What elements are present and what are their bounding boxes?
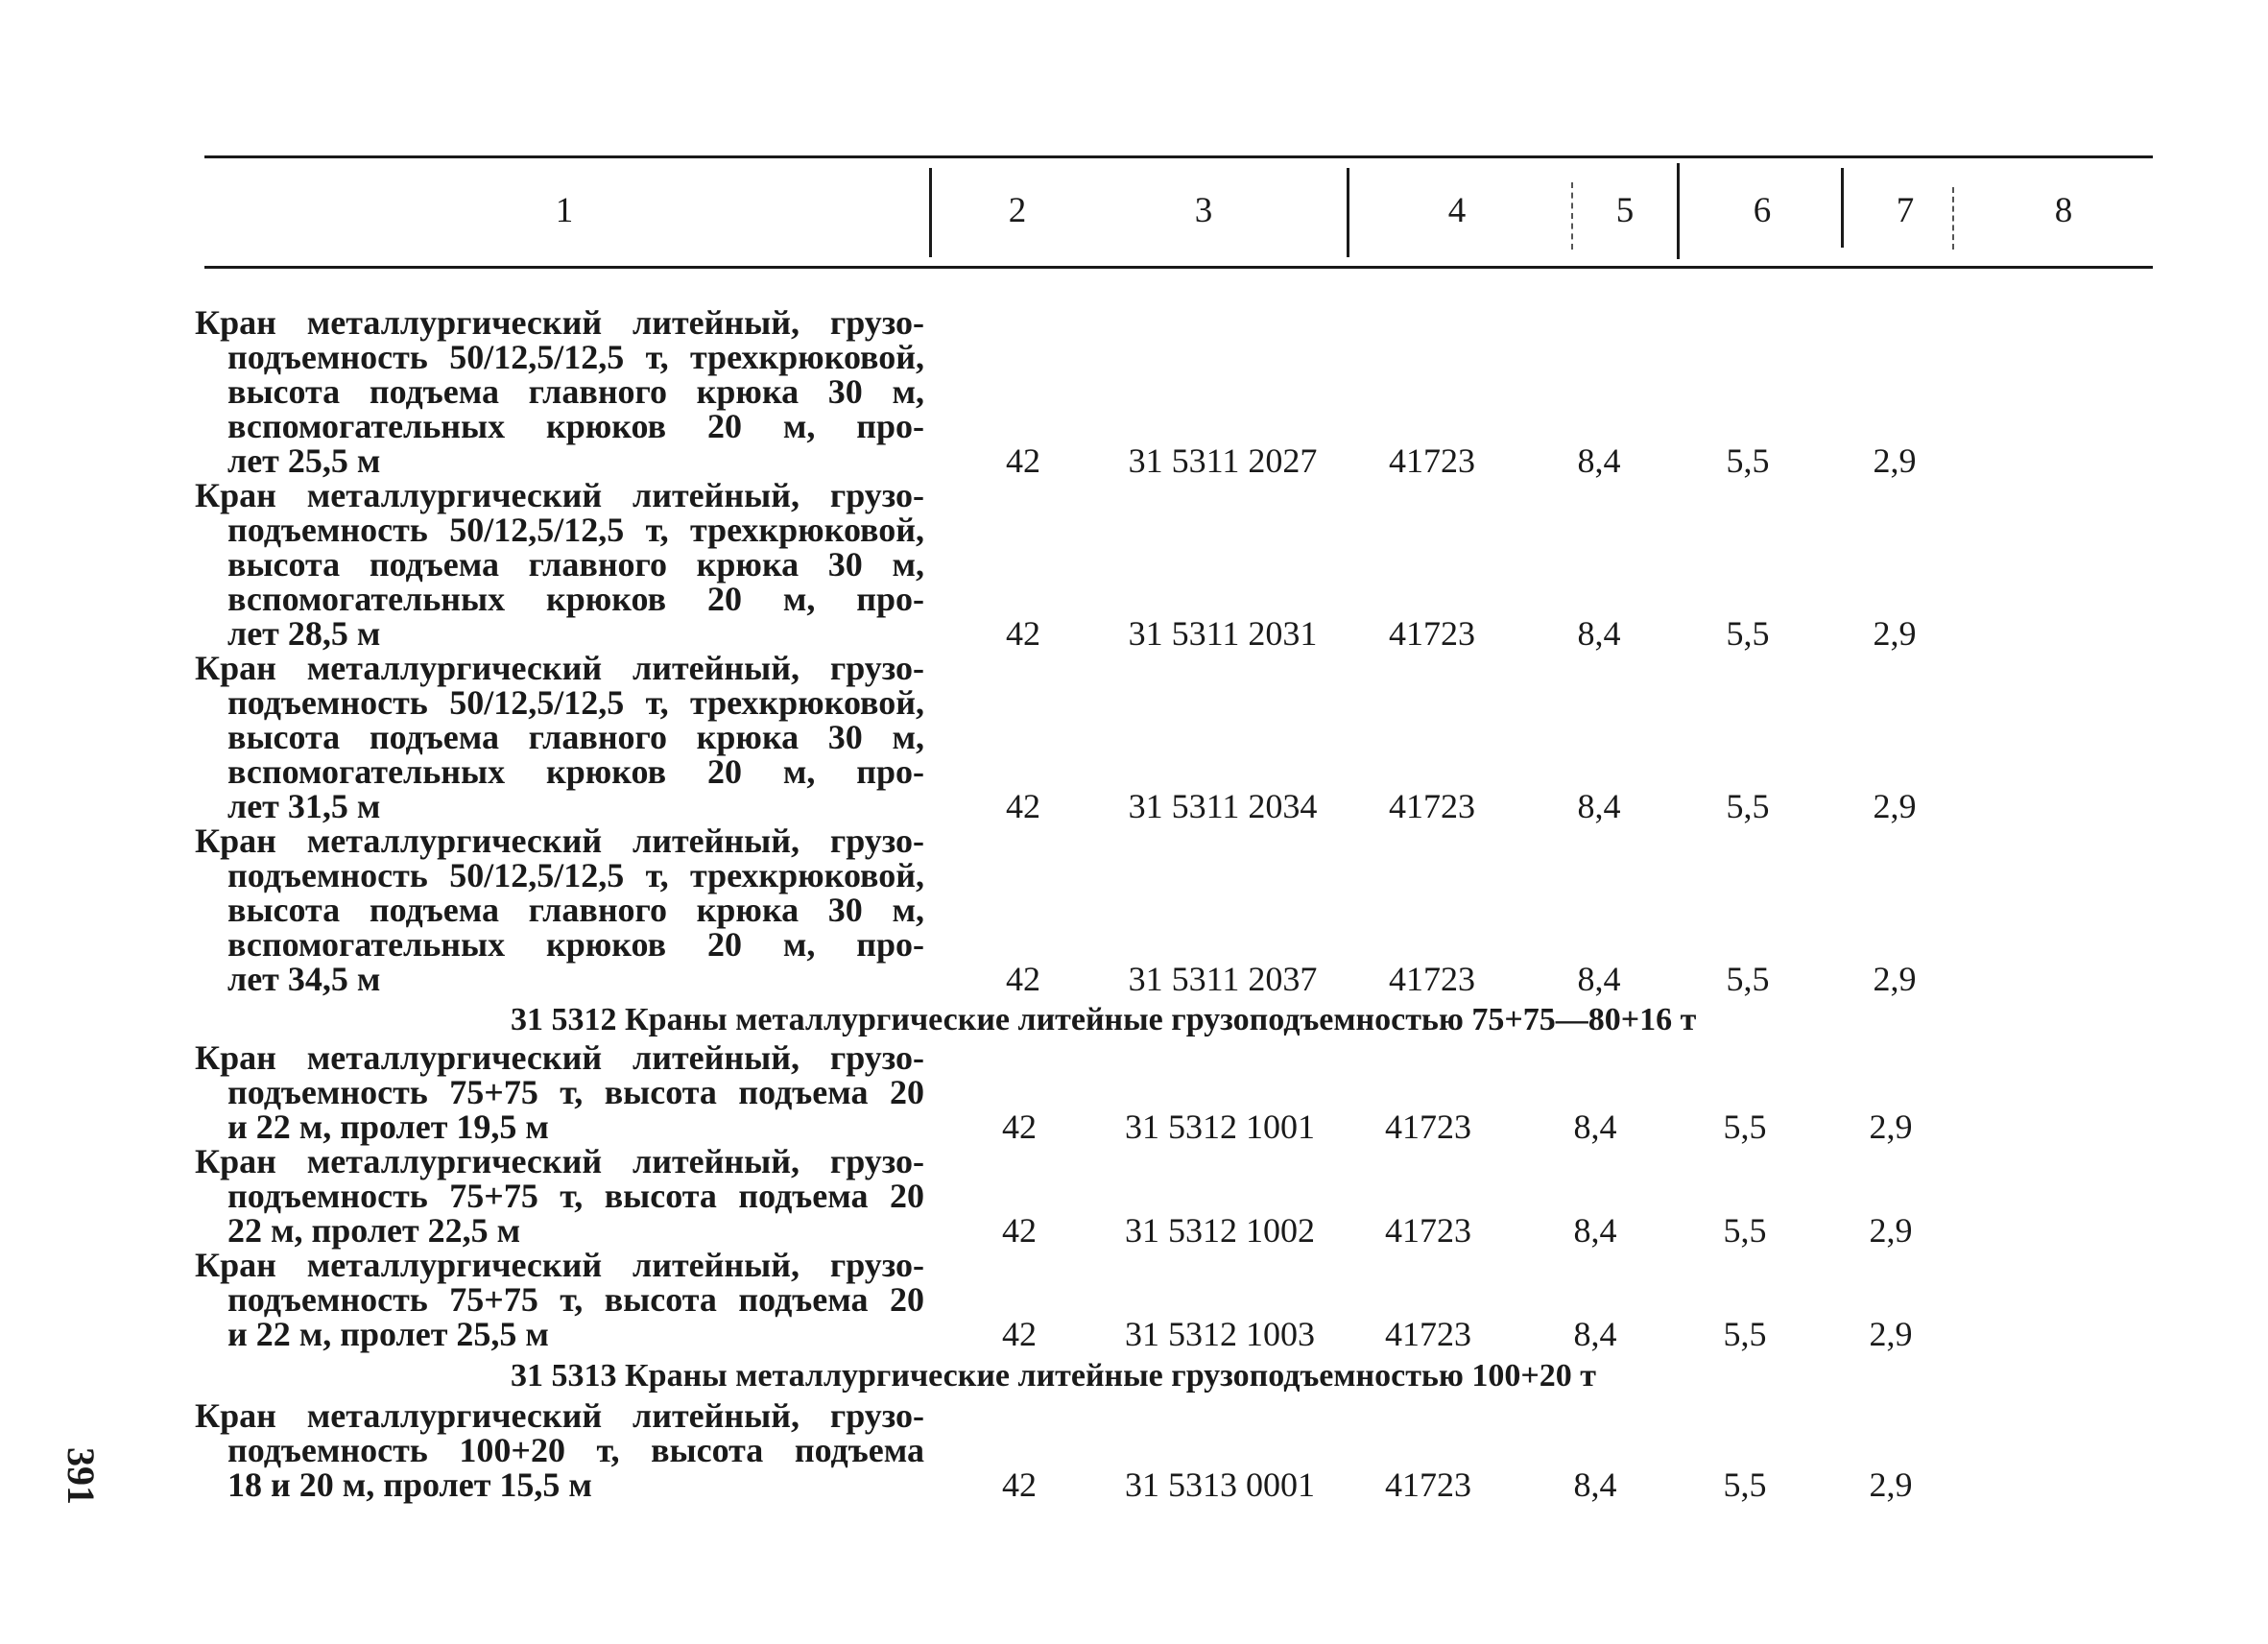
header-separator-4-5 [1571,182,1573,250]
cell-col6: 5,5 [1726,787,1770,825]
cell-col3: 31 5311 2034 [1128,787,1318,825]
cell-col7: 2,9 [1873,787,1917,825]
cell-col3: 31 5312 1002 [1125,1211,1315,1250]
cell-col2: 42 [1002,1211,1037,1250]
cell-col7: 2,9 [1869,1315,1913,1353]
cell-col6: 5,5 [1723,1315,1767,1353]
header-top-rule [204,155,2153,158]
row-description: Кран металлургический литейный, грузо- подъемность 50/12,5/12,5 т, трехкрюковой, высота подъема главного крюка 30 м, вспомогательных крюков 20 м, про- лет 25,5 м [195,303,924,480]
cell-col5: 8,4 [1577,960,1621,998]
column-header-5: 5 [1615,191,1635,230]
column-header-3: 3 [1194,191,1213,230]
cell-col5: 8,4 [1573,1108,1617,1146]
cell-col4: 41723 [1389,614,1475,653]
cell-col3: 31 5312 1003 [1125,1315,1315,1353]
cell-col7: 2,9 [1873,614,1917,653]
header-separator-1-2 [929,168,932,257]
cell-col4: 41723 [1389,441,1475,480]
cell-col7: 2,9 [1873,441,1917,480]
cell-col3: 31 5312 1001 [1125,1108,1315,1146]
cell-col3: 31 5311 2027 [1128,441,1318,480]
row-description: Кран металлургический литейный, грузо- подъемность 50/12,5/12,5 т, трехкрюковой, высота подъема главного крюка 30 м, вспомогательных крюков 20 м, про- лет 31,5 м [195,649,924,825]
cell-col3: 31 5311 2031 [1128,614,1318,653]
column-header-6: 6 [1753,191,1772,230]
header-separator-6-7 [1841,168,1844,248]
cell-col5: 8,4 [1577,614,1621,653]
page-number: 391 [60,1447,103,1505]
cell-col7: 2,9 [1869,1211,1913,1250]
row-description: Кран металлургический литейный, грузо- подъемность 75+75 т, высота подъема 20 и 22 м, пролет 25,5 м [195,1246,924,1353]
cell-col2: 42 [1006,441,1040,480]
cell-col4: 41723 [1385,1465,1471,1504]
header-bottom-rule [204,266,2153,269]
column-header-2: 2 [1008,191,1027,230]
row-description: Кран металлургический литейный, грузо- подъемность 75+75 т, высота подъема 20 и 22 м, пролет 19,5 м [195,1038,924,1146]
row-description: Кран металлургический литейный, грузо- подъемность 50/12,5/12,5 т, трехкрюковой, высота подъема главного крюка 30 м, вспомогательных крюков 20 м, про- лет 28,5 м [195,476,924,653]
cell-col2: 42 [1002,1108,1037,1146]
section-heading: 31 5313 Краны металлургические литейные грузоподъемностью 100+20 т [511,1358,1596,1394]
cell-col3: 31 5311 2037 [1128,960,1318,998]
column-header-4: 4 [1447,191,1467,230]
column-header-7: 7 [1896,191,1915,230]
header-separator-7-8 [1952,187,1954,250]
cell-col2: 42 [1006,960,1040,998]
row-description: Кран металлургический литейный, грузо- подъемность 100+20 т, высота подъема 18 и 20 м, пролет 15,5 м [195,1396,924,1504]
cell-col2: 42 [1006,787,1040,825]
cell-col2: 42 [1002,1465,1037,1504]
cell-col6: 5,5 [1723,1211,1767,1250]
cell-col7: 2,9 [1873,960,1917,998]
cell-col5: 8,4 [1573,1315,1617,1353]
cell-col6: 5,5 [1723,1108,1767,1146]
cell-col4: 41723 [1385,1211,1471,1250]
row-description: Кран металлургический литейный, грузо- подъемность 50/12,5/12,5 т, трехкрюковой, высота подъема главного крюка 30 м, вспомогательных крюков 20 м, про- лет 34,5 м [195,822,924,998]
cell-col6: 5,5 [1726,441,1770,480]
cell-col7: 2,9 [1869,1465,1913,1504]
column-header-1: 1 [555,191,574,230]
cell-col6: 5,5 [1726,960,1770,998]
cell-col4: 41723 [1385,1315,1471,1353]
cell-col2: 42 [1002,1315,1037,1353]
column-header-8: 8 [2054,191,2073,230]
header-separator-3-4 [1347,168,1349,257]
cell-col6: 5,5 [1723,1465,1767,1504]
cell-col4: 41723 [1389,960,1475,998]
cell-col6: 5,5 [1726,614,1770,653]
cell-col5: 8,4 [1573,1211,1617,1250]
header-separator-5-6 [1677,163,1680,259]
cell-col4: 41723 [1385,1108,1471,1146]
cell-col2: 42 [1006,614,1040,653]
section-heading: 31 5312 Краны металлургические литейные грузоподъемностью 75+75—80+16 т [511,1002,1697,1037]
cell-col5: 8,4 [1577,441,1621,480]
cell-col4: 41723 [1389,787,1475,825]
cell-col3: 31 5313 0001 [1125,1465,1315,1504]
cell-col5: 8,4 [1573,1465,1617,1504]
cell-col7: 2,9 [1869,1108,1913,1146]
cell-col5: 8,4 [1577,787,1621,825]
row-description: Кран металлургический литейный, грузо- подъемность 75+75 т, высота подъема 20 22 м, пролет 22,5 м [195,1142,924,1250]
